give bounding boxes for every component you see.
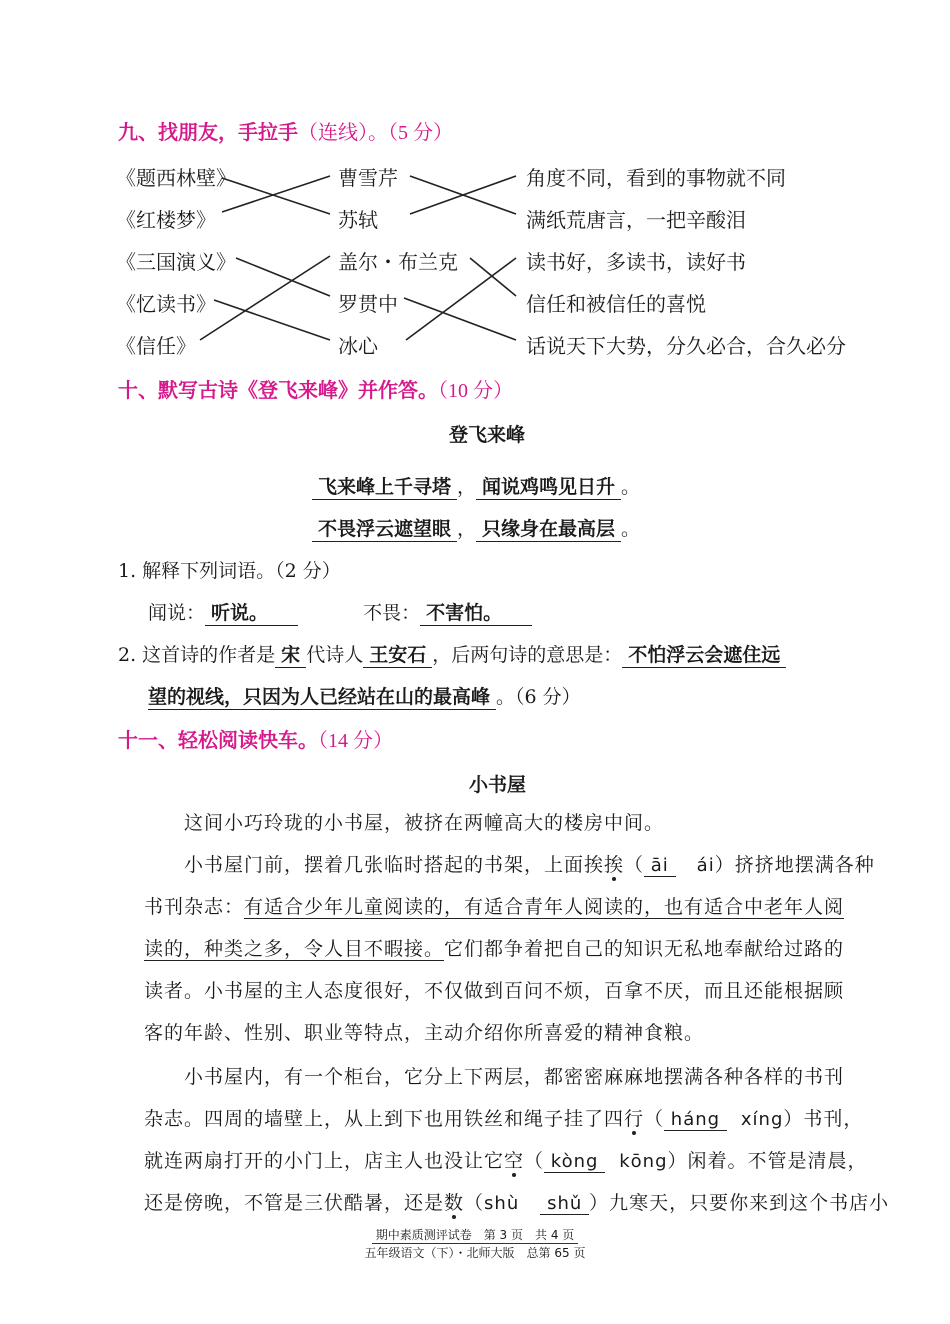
q9-matching-lines [0, 0, 950, 400]
footer-line-1: 期中素质测评试卷 第 3 页 共 4 页 [0, 1226, 950, 1243]
q9-col1-item[interactable]: 《红楼梦》 [116, 208, 216, 232]
q9-heading: 九、找朋友，手拉手（连线）。（5 分） [118, 120, 453, 144]
answer-blank[interactable]: 望的视线，只因为人已经站在山的最高峰 [148, 686, 496, 710]
q9-col2-item[interactable]: 曹雪芹 [338, 166, 398, 190]
q9-col1-item[interactable]: 《忆读书》 [116, 292, 216, 316]
answer-blank[interactable]: 不害怕。 [420, 602, 532, 626]
passage-line: 小书屋门前，摆着几张临时搭起的书架，上面挨挨（ āi ái）挤挤地摆满各种 [184, 854, 875, 876]
match-line [406, 258, 516, 340]
poem-line-2: 不畏浮云遮望眼 ， 只缘身在最高层 。 [312, 514, 640, 541]
passage-line: 杂志。四周的墙壁上，从上到下也用铁丝和绳子挂了四行（ háng xíng）书刊， [144, 1108, 864, 1130]
match-line [200, 256, 330, 340]
q9-col1-item[interactable]: 《三国演义》 [116, 250, 236, 274]
match-line [404, 298, 516, 340]
q9-col2-item[interactable]: 冰心 [338, 334, 378, 358]
q9-col1-item[interactable]: 《信任》 [116, 334, 196, 358]
passage-line: 书刊杂志：有适合少年儿童阅读的，有适合青年人阅读的，也有适合中老年人阅 [144, 896, 845, 918]
q9-col3-item[interactable]: 角度不同，看到的事物就不同 [526, 166, 786, 190]
q9-col3-item[interactable]: 信任和被信任的喜悦 [526, 292, 706, 316]
answer-blank[interactable]: 不畏浮云遮望眼 [312, 518, 457, 542]
match-line [222, 176, 330, 212]
passage-line: 还是傍晚，不管是三伏酷暑，还是数（shù shǔ ）九寒天，只要你来到这个书店小 [144, 1192, 890, 1214]
poem-line-1: 飞来峰上千寻塔 ， 闻说鸡鸣见日升 。 [312, 472, 640, 499]
answer-blank[interactable]: 飞来峰上千寻塔 [312, 476, 457, 500]
poem-title: 登飞来峰 [449, 424, 526, 446]
q9-col1-item[interactable]: 《题西林壁》 [116, 166, 236, 190]
q10-sub1-answers: 闻说： 听说。 不畏： 不害怕。 [148, 598, 532, 625]
passage-title: 小书屋 [469, 774, 527, 796]
q10-heading: 十、默写古诗《登飞来峰》并作答。（10 分） [118, 378, 513, 402]
answer-blank[interactable]: 闻说鸡鸣见日升 [476, 476, 621, 500]
passage-line: 就连两扇打开的小门上，店主人也没让它空（ kòng kōng）闲着。不管是清晨， [144, 1150, 868, 1172]
footer-line-2: 五年级语文（下）・北师大版 总第 65 页 [364, 1246, 586, 1260]
q9-col2-item[interactable]: 罗贯中 [338, 292, 398, 316]
answer-blank[interactable]: 王安石 [363, 644, 432, 668]
answer-blank[interactable]: 只缘身在最高层 [476, 518, 621, 542]
q9-col3-item[interactable]: 读书好，多读书，读好书 [526, 250, 746, 274]
match-line [236, 258, 330, 296]
answer-blank[interactable]: 宋 [275, 644, 306, 668]
q9-col3-item[interactable]: 满纸荒唐言，一把辛酸泪 [526, 208, 746, 232]
passage-line: 客的年龄、性别、职业等特点，主动介绍你所喜爱的精神食粮。 [144, 1022, 705, 1044]
answer-blank[interactable]: 听说。 [205, 602, 298, 626]
q9-col2-item[interactable]: 盖尔・布兰克 [338, 250, 458, 274]
passage-line: 读者。小书屋的主人态度很好，不仅做到百问不烦，百拿不厌，而且还能根据顾 [144, 980, 845, 1002]
answer-blank[interactable]: 不怕浮云会遮住远 [622, 644, 786, 668]
q10-sub1-prompt: 1. 解释下列词语。（2 分） [118, 560, 341, 582]
q10-sub2-line1: 2. 这首诗的作者是 宋 代诗人 王安石 ，后两句诗的意思是： 不怕浮云会遮住远 [118, 640, 786, 667]
match-line [222, 178, 330, 214]
passage-line: 这间小巧玲珑的小书屋，被挤在两幢高大的楼房中间。 [184, 812, 665, 834]
passage-line: 读的，种类之多，令人目不暇接。它们都争着把自己的知识无私地奉献给过路的 [144, 938, 845, 960]
q10-sub2-line2: 望的视线，只因为人已经站在山的最高峰 。（6 分） [148, 686, 581, 708]
q11-heading: 十一、轻松阅读快车。（14 分） [118, 728, 393, 752]
passage-line: 小书屋内，有一个柜台，它分上下两层，都密密麻麻地摆满各种各样的书刊 [184, 1066, 845, 1088]
q9-col2-item[interactable]: 苏轼 [338, 208, 378, 232]
q9-col3-item[interactable]: 话说天下大势，分久必合，合久必分 [526, 334, 846, 358]
